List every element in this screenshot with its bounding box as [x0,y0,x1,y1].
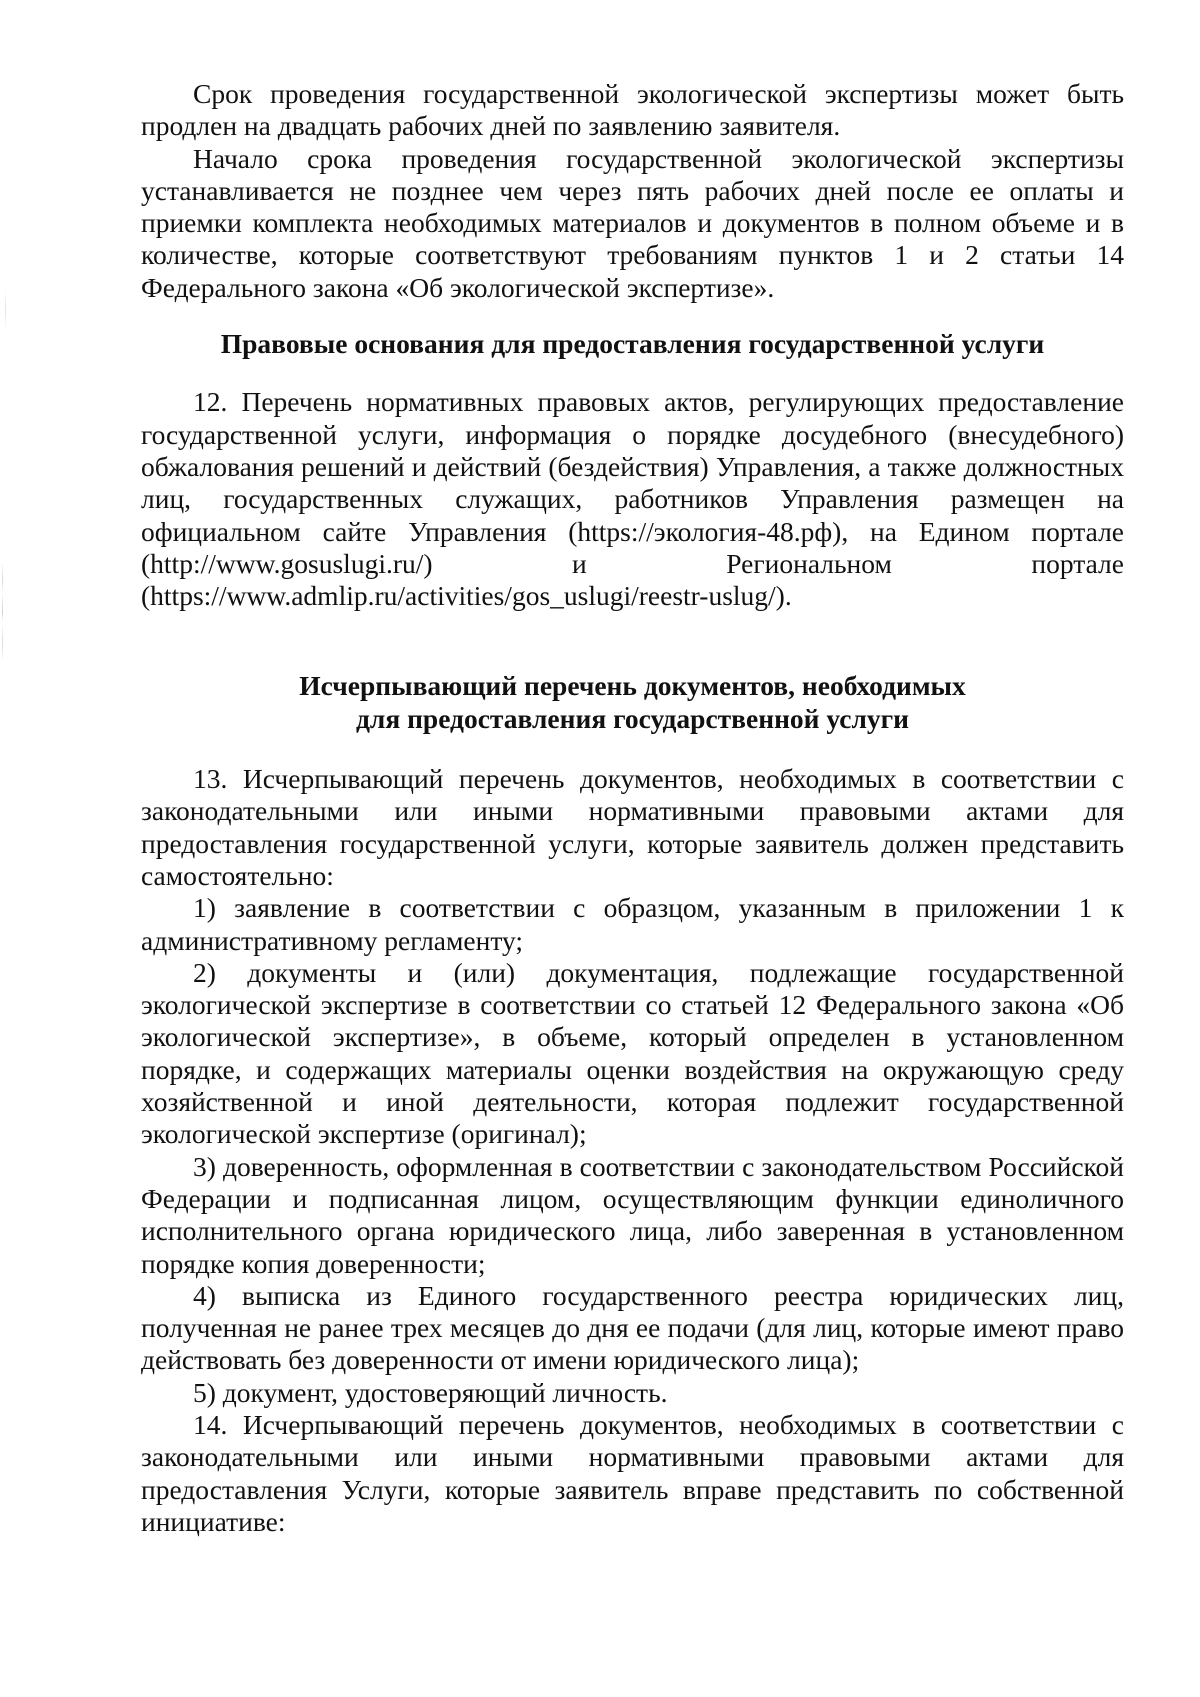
spacer [141,304,1124,328]
list-item-5-identity-document: 5) документ, удостоверяющий личность. [193,1376,668,1408]
heading-documents-list [141,670,1124,735]
heading-documents-line1: Исчерпывающий перечень документов, необходимых [299,670,966,702]
paragraph-14-optional-documents: 14. Исчерпывающий перечень документов, необходимых в соответствии с законодательными или иными нормативными правовыми актами для предоставления Услуги, которые заявитель вправе представить по собственной инициативе: [141,1408,1124,1537]
scan-edge-mark [2,562,3,662]
list-item-1-application: 1) заявление в соответствии с образцом, указанным в приложении 1 к административному регламенту; [141,892,1124,956]
spacer [141,735,1124,763]
scan-edge-mark-small [5,290,6,330]
spacer [141,612,1124,670]
list-item-3-power-of-attorney: 3) доверенность, оформленная в соответствии с законодательством Российской Федерации и подписанная лицом, осуществляющим функции единоличного исполнительного органа юридического лица, либо заверенная в установленном порядке копия доверенности; [141,1150,1124,1279]
list-item-4-registry-extract: 4) выписка из Единого государственного реестра юридических лиц, полученная не ранее трех месяцев до дня ее подачи (для лиц, которые имеют право действовать без доверенности от имени юридического лица); [141,1279,1124,1376]
heading-documents-line2: для предоставления государственной услуги [355,702,910,734]
paragraph-12-legal-acts: 12. Перечень нормативных правовых актов, регулирующих предоставление государственной услуги, информация о порядке досудебного (внесудебного) обжалования решений и действий (бездействия) Управления, а также должностных лиц, государственных служащих, работников Управления размещен на официальном сайте Управления (https://экология-48.рф), на Едином портале (http://www.gosuslugi.ru/) и Региональном портале (https://www.admlip.ru/activities/gos_uslugi/reestr-uslug/). [141,386,1124,612]
document-page [141,78,1124,1538]
heading-legal-grounds: Правовые основания для предоставления государственной услуги [220,328,1045,360]
list-item-2-documentation: 2) документы и (или) документация, подлежащие государственной экологической экспертизе в соответствии со статьей 12 Федерального закона «Об экологической экспертизе», в объеме, который определен в установленном порядке, и содержащих материалы оценки воздействия на окружающую среду хозяйственной и иной деятельности, которая подлежит государственной экологической экспертизе (оригинал); [141,956,1124,1150]
paragraph-term-start: Начало срока проведения государственной экологической экспертизы устанавливается не позднее чем через пять рабочих дней после ее оплаты и приемки комплекта необходимых материалов и документов в полном объеме и в количестве, которые соответствуют требованиям пунктов 1 и 2 статьи 14 Федерального закона «Об экологической экспертизе». [141,142,1124,303]
paragraph-extension-term: Срок проведения государственной экологической экспертизы может быть продлен на двадцать рабочих дней по заявлению заявителя. [141,78,1124,142]
spacer [141,360,1124,386]
paragraph-13-documents-required: 13. Исчерпывающий перечень документов, необходимых в соответствии с законодательными или иными нормативными правовыми актами для предоставления государственной услуги, которые заявитель должен представить самостоятельно: [141,763,1124,891]
